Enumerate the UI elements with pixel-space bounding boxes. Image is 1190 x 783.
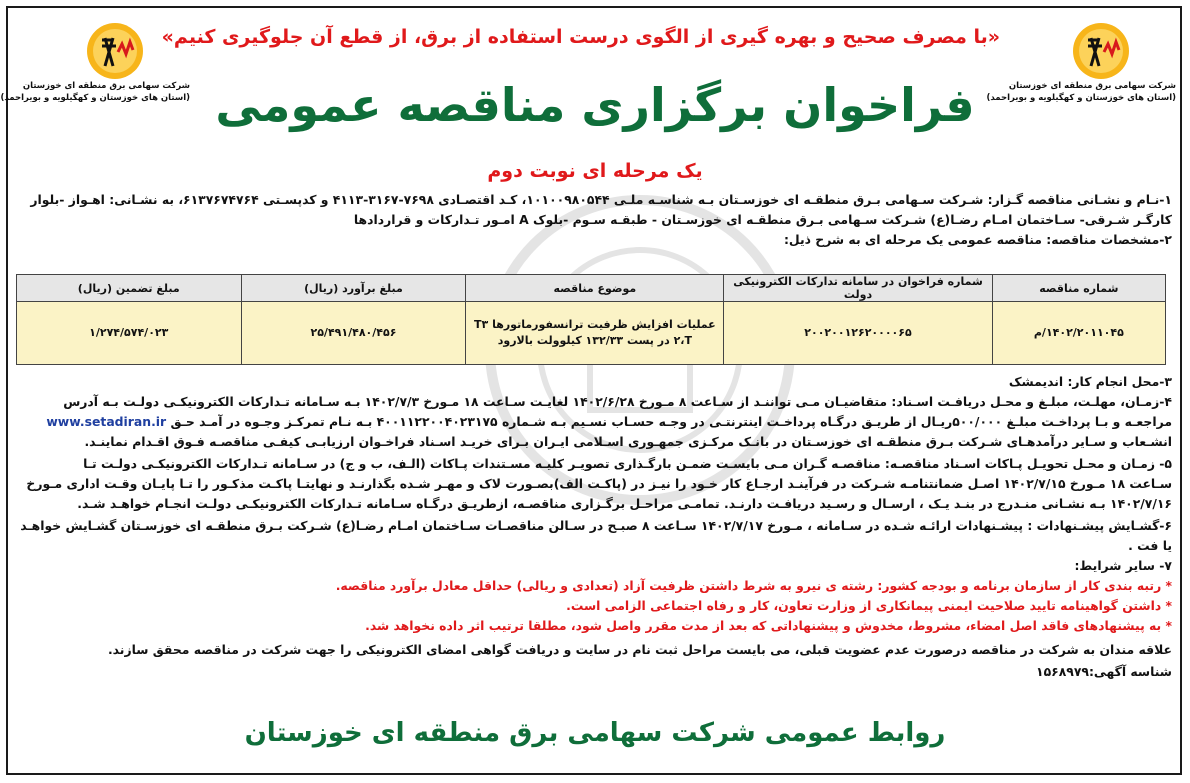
subtitle: یک مرحله ای نوبت دوم [487,160,703,182]
section4-line1: ۴-زمـان، مهلـت، مبلـغ و محـل دریافـت اسـناد: متقاضیـان مـی تواننـد از سـاعت ۸ مـورخ ۱۴۰۲/۶/۲۸ لغایـت سـاعت ۱۸ مـورخ ۱۴۰۲/۷/۳ بـه سـامانه تـدارکات الکترونیکـی دولـت بـه آدرس [63,394,1172,409]
cell-guarantee: ۱/۲۷۴/۵۷۴/۰۲۳ [17,302,242,365]
section2: ۲-مشخصات مناقصه: مناقصه عمومی یک مرحله ای به شرح ذیل: [783,232,1172,247]
cell-subject: عملیات افزایش ظرفیت ترانسفورماتورها T۳ ۲،T در پست ۱۳۲/۳۳ کیلوولت بالارود [466,302,724,365]
section3: ۳-محل انجام کار: اندیمشک [1008,374,1172,389]
col-estimate: مبلغ برآورد (ریال) [241,275,466,302]
table-row [17,302,1166,365]
power-tower-icon [1072,22,1130,80]
registration-note: علاقه مندان به شرکت در مناقصه درصورت عدم عضویت قبلی، می بایست مراحل ثبت نام در سایت و دریافت گواهی امضای الکترونیکی را جهت شرکت در مناقصه محقق سازند. [107,642,1172,657]
logo-caption-provinces: (استان های خوزستان و کهگیلویه و بویراحمد) [0,93,190,103]
cell-setad-no: ۲۰۰۲۰۰۱۲۶۲۰۰۰۰۶۵ [724,302,992,365]
slogan: «با مصرف صحیح و بهره گیری از الگوی درست استفاده از برق، از قطع آن جلوگیری کنیم» [161,26,1000,48]
section5-line1: ۵- زمـان و محـل تحویـل پـاکات اسـناد مناقصـه: مناقصـه گـران مـی بایسـت ضمـن بارگـذاری تصویـر کلیـه مسـتندات پـاکات (الـف، ب و ج) در سـامانه تـدارکات الکترونیکـی دولـت تـا [83,456,1172,471]
col-tender-no: شماره مناقصه [992,275,1165,302]
section5-line3: ۱۴۰۲/۷/۱۶ بـه نشـانی منـدرج در بنـد یـک ، ارسـال و رسـید دریافـت دارنـد. تمامـی مراحـل برگـزاری مناقصـه، ازطریـق درگـاه سـامانه تـدارکات الکترونیکـی دولـت انجـام خواهـد شـد. [77,496,1172,511]
section4-line2-wrap [16,412,1172,432]
condition-safety-certificate: * داشتن گواهینامه تایید صلاحیت ایمنی پیمانکاری از وزارت تعاون، کار و رفاه اجتماعی الزامی است. [566,598,1172,613]
section4-line3: انشـعاب و سـایر درآمدهـای شـرکت بـرق منطقـه ای خوزسـتان در بانـک مرکـزی جمهـوری اسـلامی ایـران بـرای خریـد اسـناد فراخـوان ارزیابـی کیفـی مناقصـه فـوق اقـدام نماینـد. [84,434,1172,449]
section6-line1: ۶-گشـایش پیشـنهادات : پیشـنهادات ارائـه شـده در سـامانه ، مـورخ ۱۴۰۲/۷/۱۷ سـاعت ۸ صبـح در سـالن مناقصـات سـاختمان امـام رضـا(ع) شـرکت بـرق منطقـه ای خوزسـتان گشـایش خواهـد [20,518,1172,533]
section6-line2: یا فت . [1128,538,1172,553]
col-subject: موضوع مناقصه [466,275,724,302]
cell-estimate: ۲۵/۴۹۱/۴۸۰/۴۵۶ [241,302,466,365]
logo-caption-company: شرکت سهامی برق منطقه ای خوزستان [22,81,190,91]
setadiran-link[interactable]: www.setadiran.ir [46,414,167,429]
section7-title: ۷- سایر شرایط: [1074,558,1172,573]
col-setad-no: شماره فراخوان در سامانه تدارکات الکترونیکی دولت [724,275,992,302]
logo-caption-provinces: (استان های خوزستان و کهگیلویه و بویراحمد) [986,93,1176,103]
footer-public-relations: روابط عمومی شرکت سهامی برق منطقه ای خوزستان [244,718,946,748]
page-title: فراخوان برگزاری مناقصه عمومی [215,78,975,132]
cell-tender-no: ۱۴۰۲/۲۰۱۱۰۴۵/م [992,302,1165,365]
logo-caption-company: شرکت سهامی برق منطقه ای خوزستان [1008,81,1176,91]
section1-line2: کارگـر شـرقی- سـاختمان امـام رضـا(ع) شـرکت سـهامی بـرق منطقـه ای خوزسـتان - طبقـه سـوم -بلوک A امـور تـدارکات و قراردادها [353,212,1172,227]
ad-id: شناسه آگهی:۱۵۶۸۹۷۹ [1036,664,1172,679]
section5-line2: سـاعت ۱۸ مـورخ ۱۴۰۲/۷/۱۵ اصـل ضمانتنامـه شـرکت در فرآینـد ارجـاع کار خـود را نیـز در (پاکـت الف)بصـورت لاک و مهـر شـده بگذارنـد و نهایتـا پاکـت مذکـور را تـا پایـان وقـت اداری مـورخ [26,476,1172,491]
section1-line1: ۱-نـام و نشـانی مناقصه گـزار: شـرکت سـهامی بـرق منطقـه ای خوزسـتان بـه شناسـه ملـی ۱۰۱۰۰۹۸۰۵۴۴، کـد اقتصـادی ۷۶۹۸-۳۱۶۷-۴۱۱۳ و کدپسـتی ۶۱۳۷۶۷۴۷۶۴، به نشـانی: اهـواز -بلوار [30,192,1172,207]
condition-rank: * رتبه بندی کار از سازمان برنامه و بودجه کشور: رشته ی نیرو به شرط داشتن ظرفیت آزاد (تعدادی و ریالی) حداقل معادل برآورد مناقصه. [335,578,1172,593]
tender-table [16,274,1166,365]
section4-line2: مراجعـه و بـا پرداخـت مبلـغ ۵۰۰/۰۰۰ریـال از طریـق درگـاه پرداخـت اینترنتـی در وجـه حسـاب نسـیم بـه شـماره ۴۰۰۱۱۲۲۰۰۴۰۲۳۱۷۵ بـه نـام تمرکـز وجـوه در آمـد حـق [170,414,1172,429]
condition-invalid-bids: * به پیشنهادهای فاقد اصل امضاء، مشروط، مخدوش و پیشنهاداتی که بعد از مدت مقرر واصل شود، مطلقا ترتیب اثر داده نخواهد شد. [365,618,1172,633]
table-header-row [17,275,1166,302]
company-logo-right [986,22,1176,104]
power-tower-icon [86,22,144,80]
col-guarantee: مبلغ تضمین (ریال) [17,275,242,302]
